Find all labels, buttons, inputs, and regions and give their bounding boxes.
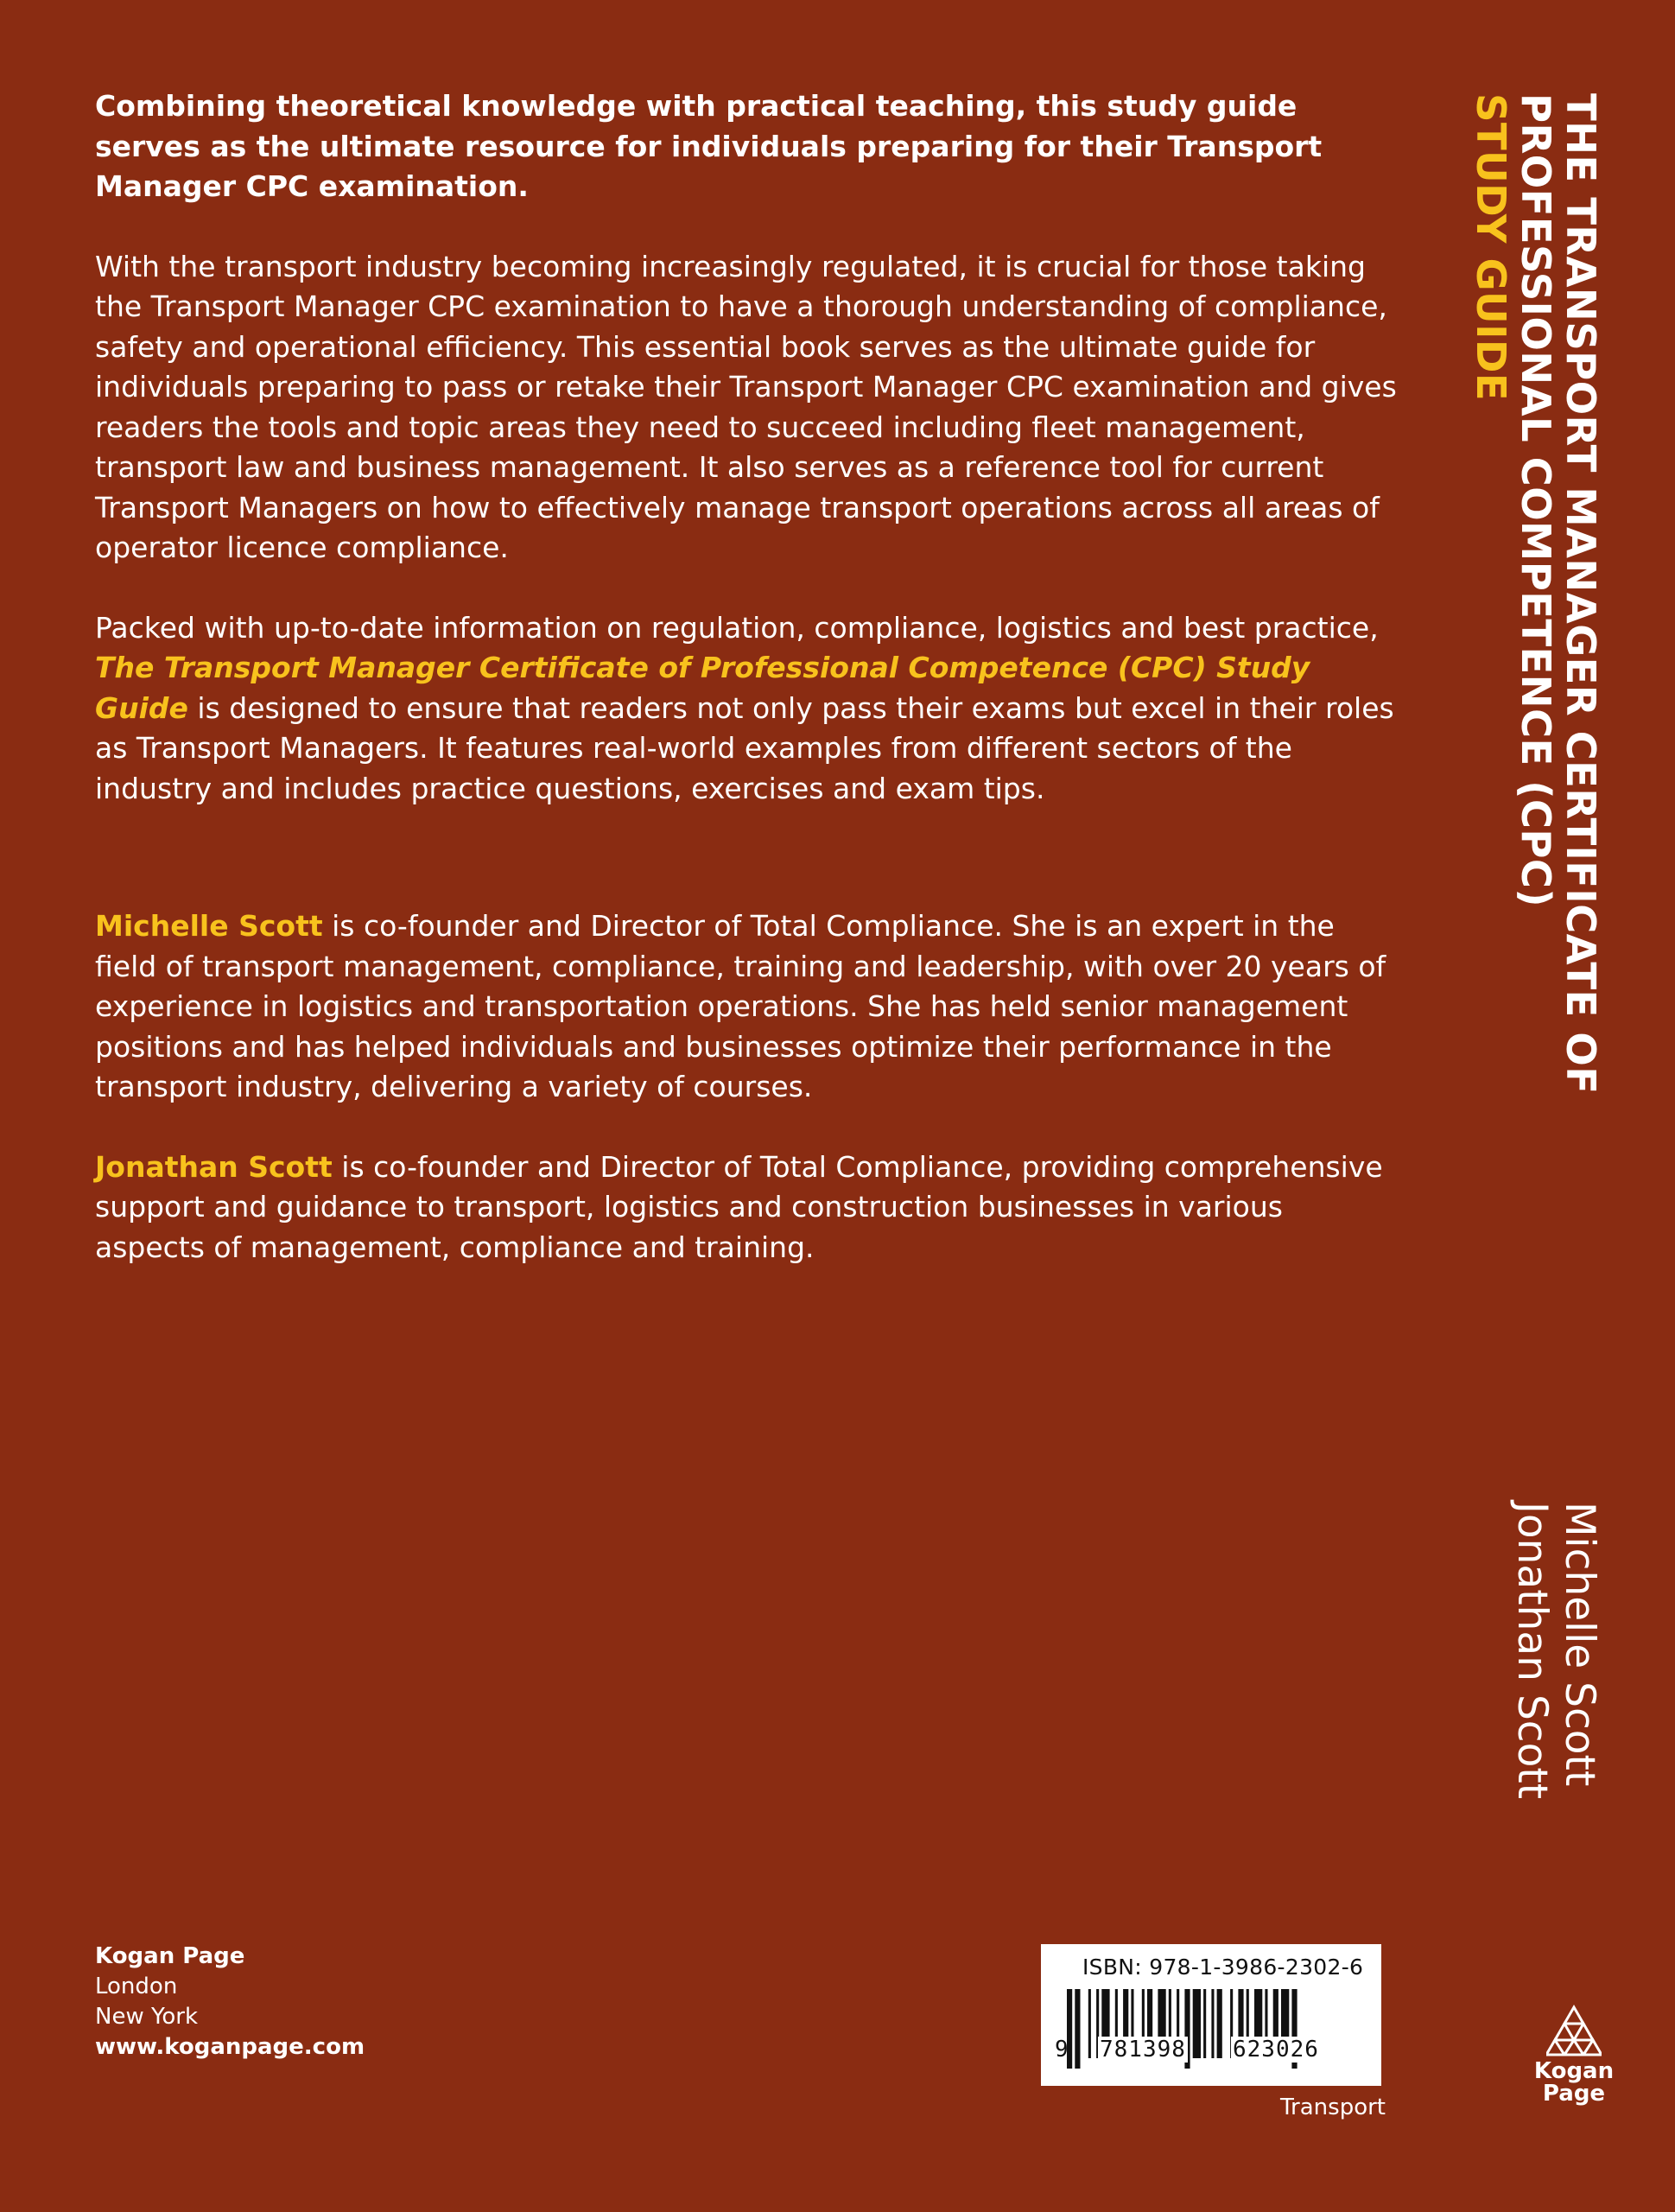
spine-title-line1: THE TRANSPORT MANAGER CERTIFICATE OF [1558,93,1604,1095]
book-title-italic: The Transport Manager Certificate of Professional Competence (CPC) Study Guide [95,651,1310,725]
barcode-bar [1075,1989,1080,2069]
kogan-page-triangle-logo-icon [1546,2005,1602,2056]
publisher-info [95,1942,365,2063]
publisher-website: www.koganpage.com [95,2034,365,2060]
author-name: Michelle Scott [95,909,323,943]
spine-author-1: Michelle Scott [1556,1502,1603,1787]
barcode-bar [1088,1989,1091,2058]
logo-line1: Kogan [1533,2058,1615,2084]
author-bio-michelle [95,906,1399,1108]
author-bio-text: is co-founder and Director of Total Compliance, providing comprehensive support and guidance to transport, logistics and construction businesses in various aspects of management, compliance and training. [95,1149,1383,1264]
lead-paragraph: Combining theoretical knowledge with practical teaching, this study guide serves as the ultimate resource for individuals preparing for their Transport Manager CPC examination. [95,89,1323,203]
spine-title [1468,93,1604,1320]
category-label: Transport [1280,2094,1386,2120]
spine-title-main: PROFESSIONAL COMPETENCE (CPC) [1513,93,1559,908]
barcode-bar [1193,1989,1201,2058]
publisher-city: London [95,1974,178,1999]
logo-line2: Page [1542,2081,1606,2107]
kogan-page-logo [1531,2005,1617,2105]
author-bio-text: is co-founder and Director of Total Compliance. She is an expert in the field of transport management, compliance, training and leadership, with over 20 years of experience in logistics and transportation operations. She has held senior management positions and has helped individuals and businesses optimize their performance in the transport industry, delivering a variety of courses. [95,909,1386,1103]
author-bio-jonathan [95,1147,1399,1268]
spine-author-2: Jonathan Scott [1508,1502,1556,1800]
spine-title-accent: STUDY GUIDE [1468,93,1514,402]
description-paragraph: With the transport industry becoming increasingly regulated, it is crucial for those taking the Transport Manager CPC examination to have a thorough understanding of compliance, safety and operational efficiency. This essential book serves as the ultimate guide for individuals preparing to pass or retake their Transport Manager CPC examination and gives readers the tools and topic areas they need to succeed including fleet management, transport law and business management. It also serves as a reference tool for current Transport Managers on how to effectively manage transport operations across all areas of operator licence compliance. [95,249,1397,564]
barcode-digits-left: 781398 [1100,2037,1186,2063]
barcode-bar [1211,1989,1214,2058]
logo-text [1531,2060,1617,2105]
publisher-city: New York [95,2004,199,2030]
barcode-lead-digit: 9 [1055,2037,1069,2063]
author-name: Jonathan Scott [95,1149,333,1184]
features-text-end: is designed to ensure that readers not only pass their exams but excel in their roles as Transport Managers. It features real-world examples from different sectors of the industry and includes practice questions, exercises and exam tips. [95,690,1394,805]
barcode-digits-right: 623026 [1233,2037,1319,2063]
features-text-start: Packed with up-to-date information on regulation, compliance, logistics and best practice, [95,610,1379,645]
isbn-barcode [1041,1944,1381,2086]
spine-authors [1508,1502,1603,1847]
publisher-name: Kogan Page [95,1943,245,1969]
barcode-bar [1217,1989,1222,2058]
features-paragraph [95,608,1399,810]
barcode-bar [1203,1989,1206,2058]
spine-title-line2 [1469,93,1558,1320]
blurb-column [95,86,1399,1307]
isbn-label: ISBN: 978-1-3986-2302-6 [1082,1955,1364,1980]
